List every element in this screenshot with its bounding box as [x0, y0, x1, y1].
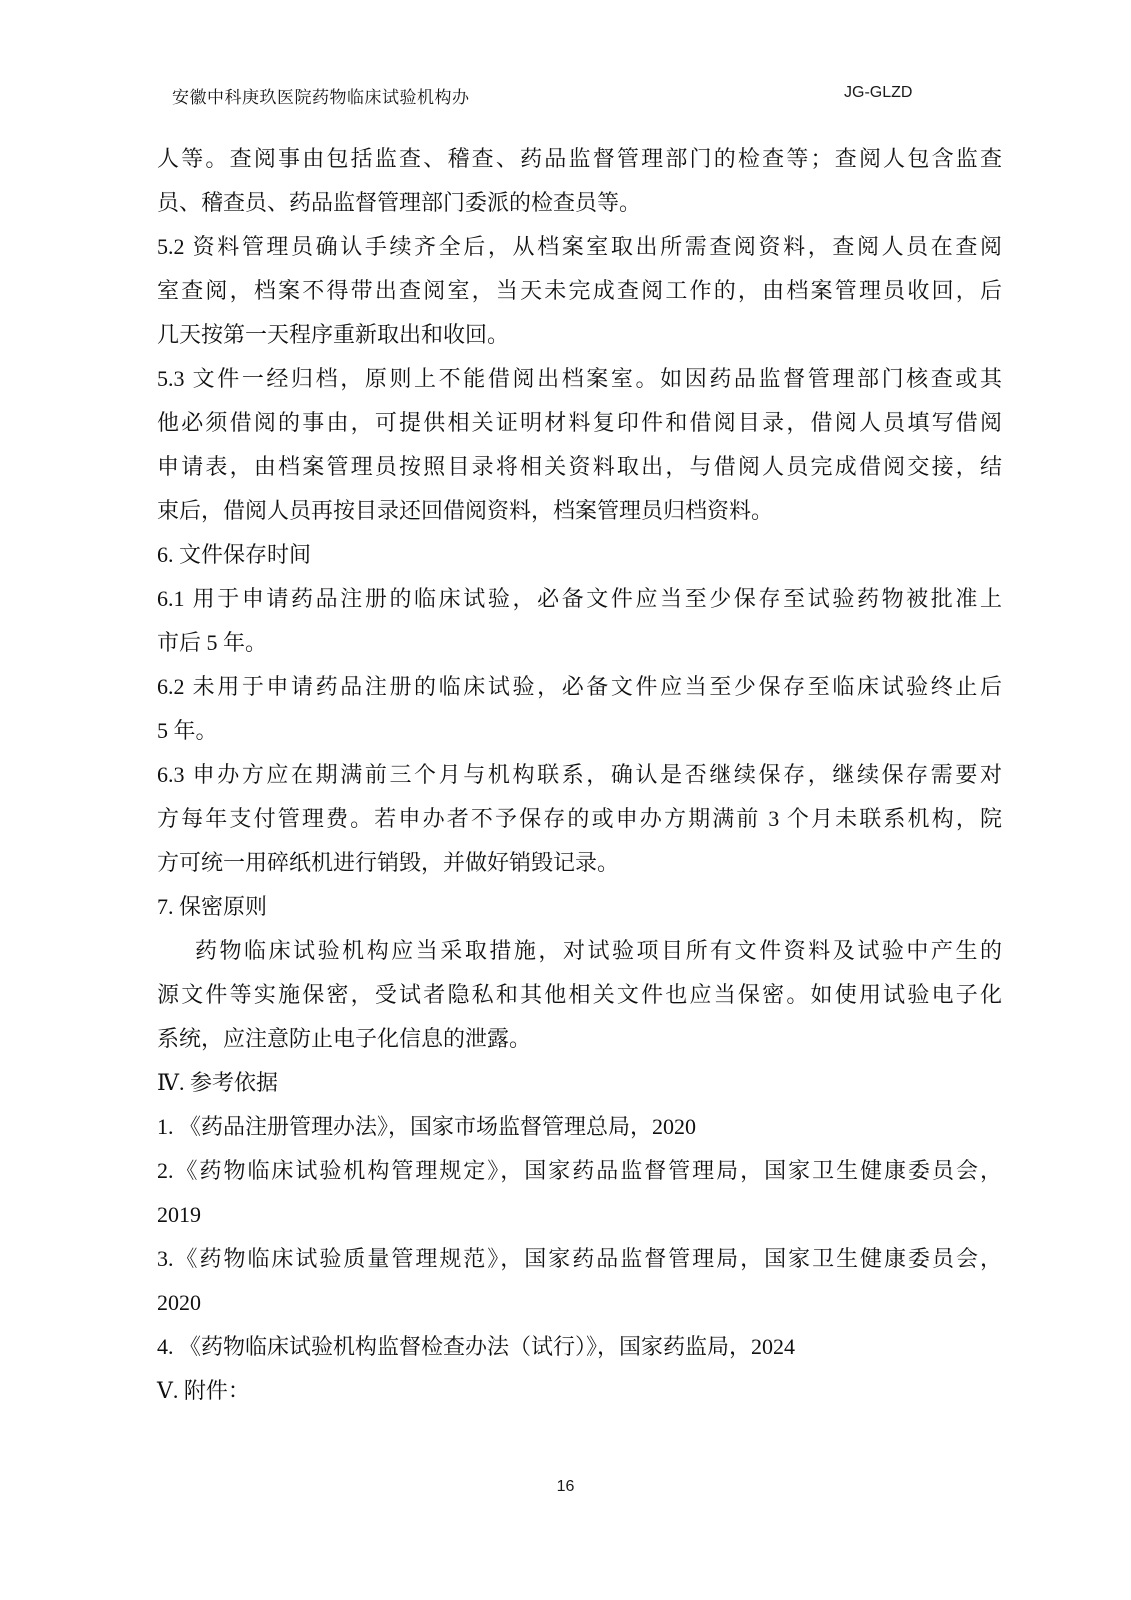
text-line: 3.《药物临床试验质量管理规范》，国家药品监督管理局，国家卫生健康委员会， [157, 1246, 1002, 1271]
text-line: 2.《药物临床试验机构管理规定》，国家药品监督管理局，国家卫生健康委员会， [157, 1158, 1002, 1183]
text-line: 药物临床试验机构应当采取措施，对试验项目所有文件资料及试验中产生的 [195, 938, 1002, 963]
paragraph-heading [157, 1369, 1002, 1413]
paragraph [157, 577, 1002, 665]
paragraph [157, 225, 1002, 357]
text-line: 6.2 未用于申请药品注册的临床试验，必备文件应当至少保存至临床试验终止后 [157, 674, 1002, 699]
text-line: 人等。查阅事由包括监查、稽查、药品监督管理部门的检查等；查阅人包含监查 [157, 146, 1002, 171]
text-line: 员、稽查员、药品监督管理部门委派的检查员等。 [157, 190, 642, 215]
text-line: 6.1 用于申请药品注册的临床试验，必备文件应当至少保存至试验药物被批准上 [157, 586, 1002, 611]
text-line: 系统，应注意防止电子化信息的泄露。 [157, 1026, 532, 1051]
text-line: 市后 5 年。 [157, 630, 268, 655]
text-line: 束后，借阅人员再按目录还回借阅资料，档案管理员归档资料。 [157, 498, 774, 523]
reference-item [157, 1325, 1002, 1369]
text-line: 他必须借阅的事由，可提供相关证明材料复印件和借阅目录，借阅人员填写借阅 [157, 410, 1002, 435]
text-line: 源文件等实施保密，受试者隐私和其他相关文件也应当保密。如使用试验电子化 [157, 982, 1002, 1007]
text-line: 4. 《药物临床试验机构监督检查办法（试行）》，国家药监局，2024 [157, 1334, 796, 1359]
page-footer [0, 1478, 1131, 1496]
paragraph-heading [157, 1061, 1002, 1105]
paragraph [157, 357, 1002, 533]
text-line: 1. 《药品注册管理办法》，国家市场监督管理总局，2020 [157, 1114, 697, 1139]
document-body [157, 137, 1002, 1413]
paragraph-heading [157, 533, 1002, 577]
page-header [172, 83, 1131, 107]
text-line: 申请表，由档案管理员按照目录将相关资料取出，与借阅人员完成借阅交接，结 [157, 454, 1002, 479]
text-line: 方可统一用碎纸机进行销毁，并做好销毁记录。 [157, 850, 620, 875]
reference-item [157, 1105, 1002, 1149]
paragraph [157, 137, 1002, 225]
paragraph [157, 753, 1002, 885]
text-line: Ⅳ. 参考依据 [157, 1070, 278, 1095]
page-number: 16 [556, 1478, 575, 1495]
reference-item [157, 1237, 1002, 1325]
text-line: 室查阅，档案不得带出查阅室，当天未完成查阅工作的，由档案管理员收回，后 [157, 278, 1002, 303]
text-line: 2019 [157, 1202, 201, 1227]
text-line: 7. 保密原则 [157, 894, 268, 919]
text-line: 5.3 文件一经归档，原则上不能借阅出档案室。如因药品监督管理部门核查或其 [157, 366, 1002, 391]
text-line: Ⅴ. 附件： [157, 1378, 250, 1403]
text-line: 5 年。 [157, 718, 218, 743]
text-line: 几天按第一天程序重新取出和收回。 [157, 322, 510, 347]
text-line: 方每年支付管理费。若申办者不予保存的或申办方期满前 3 个月未联系机构，院 [157, 806, 1002, 831]
header-doc-code: JG-GLZD [844, 84, 913, 101]
text-line: 6. 文件保存时间 [157, 542, 312, 567]
paragraph-heading [157, 885, 1002, 929]
text-line: 5.2 资料管理员确认手续齐全后，从档案室取出所需查阅资料，查阅人员在查阅 [157, 234, 1002, 259]
text-line: 6.3 申办方应在期满前三个月与机构联系，确认是否继续保存，继续保存需要对 [157, 762, 1002, 787]
paragraph [157, 665, 1002, 753]
reference-item [157, 1149, 1002, 1237]
text-line: 2020 [157, 1290, 201, 1315]
paragraph [157, 929, 1002, 1061]
header-title: 安徽中科庚玖医院药物临床试验机构办 [172, 88, 470, 107]
